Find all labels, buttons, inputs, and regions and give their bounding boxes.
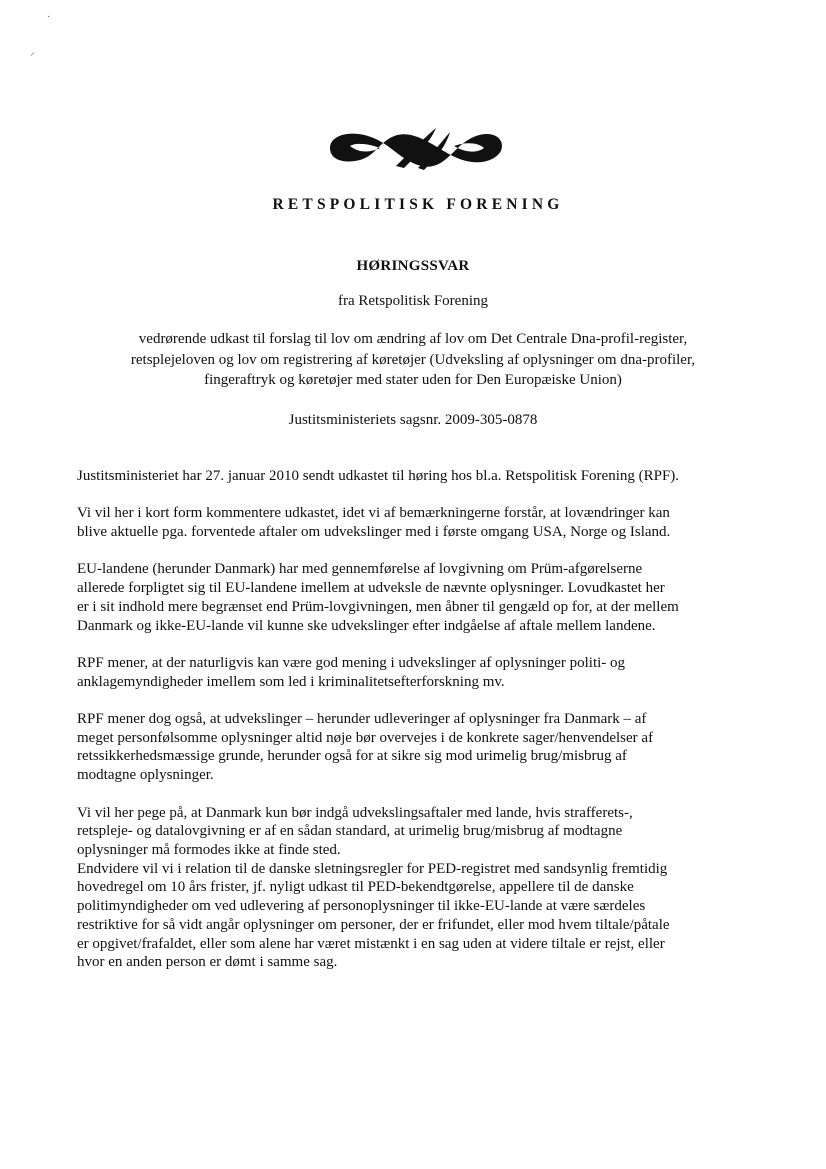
paragraph-ped-register: Endvidere vil vi i relation til de danske sletningsregler for PED-registret med sandsynlig fremtidig hovedregel om 10 års frister, jf. nyligt udkast til PED-bekendtgørelse, appellere til de danske politimyndigheder om ved udlevering af personoplysninger til ikke-EU-lande at være særdeles restriktive for så vidt angår oplysninger om personer, der er frifundet, eller mod hvem tiltale/påtale er opgivet/frafaldet, eller som alene har været mistænkt i en sag uden at videre tiltale er rejst, eller hvor en anden person er dømt i samme sag. bbox=[77, 860, 670, 971]
paragraph-comment-scope: Vi vil her i kort form kommentere udkastet, idet vi af bemærkningerne forstår, at lovændringer kan blive aktuelle pga. forventede aftaler om udvekslinger med i første omgang USA, Norge og Island. bbox=[77, 505, 671, 541]
paragraph-exchange-value: RPF mener, at der naturligvis kan være god mening i udvekslinger af oplysninger politi- og anklagemyndigheder imellem som led i kriminalitetsefterforskning mv. bbox=[77, 654, 626, 690]
from-line: fra Retspolitisk Forening bbox=[338, 293, 488, 309]
regarding-line: fingeraftryk og køretøjer med stater uden for Den Europæiske Union) bbox=[204, 372, 622, 388]
regarding-line: vedrørende udkast til forslag til lov om ændring af lov om Det Centrale Dna-profil-register, bbox=[138, 331, 688, 347]
organization-name: RETSPOLITISK FORENING bbox=[272, 196, 564, 213]
scan-speck: · bbox=[47, 12, 51, 23]
paragraph-intro: Justitsministeriet har 27. januar 2010 sendt udkastet til høring hos bl.a. Retspolitisk Forening (RPF). bbox=[77, 468, 680, 484]
paragraph-caution: RPF mener dog også, at udvekslinger – herunder udleveringer af oplysninger fra Danmark – af meget personfølsomme oplysninger altid nøje bør overvejes i de konkrete sager/henvendelser af retssikkerhedsmæssige grunde, herunder også for at sikre sig mod urimelig brug/misbrug af modtagne oplysninger. bbox=[77, 711, 654, 784]
body-text bbox=[77, 467, 767, 991]
regarding-line: retsplejeloven og lov om registrering af køretøjer (Udveksling af oplysninger om dna-profiler, bbox=[130, 351, 696, 368]
regarding-block bbox=[70, 329, 756, 391]
scan-speck: ⸝ bbox=[30, 47, 35, 58]
infinity-swirl-logo-icon bbox=[326, 122, 504, 174]
document-title: HØRINGSSVAR bbox=[356, 258, 470, 274]
case-number: Justitsministeriets sagsnr. 2009-305-0878 bbox=[288, 412, 538, 428]
paragraph-standards: Vi vil her pege på, at Danmark kun bør indgå udvekslingsaftaler med lande, hvis strafferets-, retspleje- og datalovgivning er af en sådan standard, at urimelig brug/misbrug af modtagne oplysninger må formodes ikke at finde sted. bbox=[77, 804, 633, 858]
paragraph-prum: EU-landene (herunder Danmark) har med gennemførelse af lovgivning om Prüm-afgørelserne allerede forpligtet sig til EU-landene imellem at udveksle de nævnte oplysninger. Lovudkastet her er i sit indhold mere begrænset end Prüm-lovgivningen, men åbner til gengæld op for, at der mellem Danmark og ikke-EU-lande vil kunne ske udvekslinger efter indgåelse af aftale mellem landene. bbox=[77, 561, 679, 634]
